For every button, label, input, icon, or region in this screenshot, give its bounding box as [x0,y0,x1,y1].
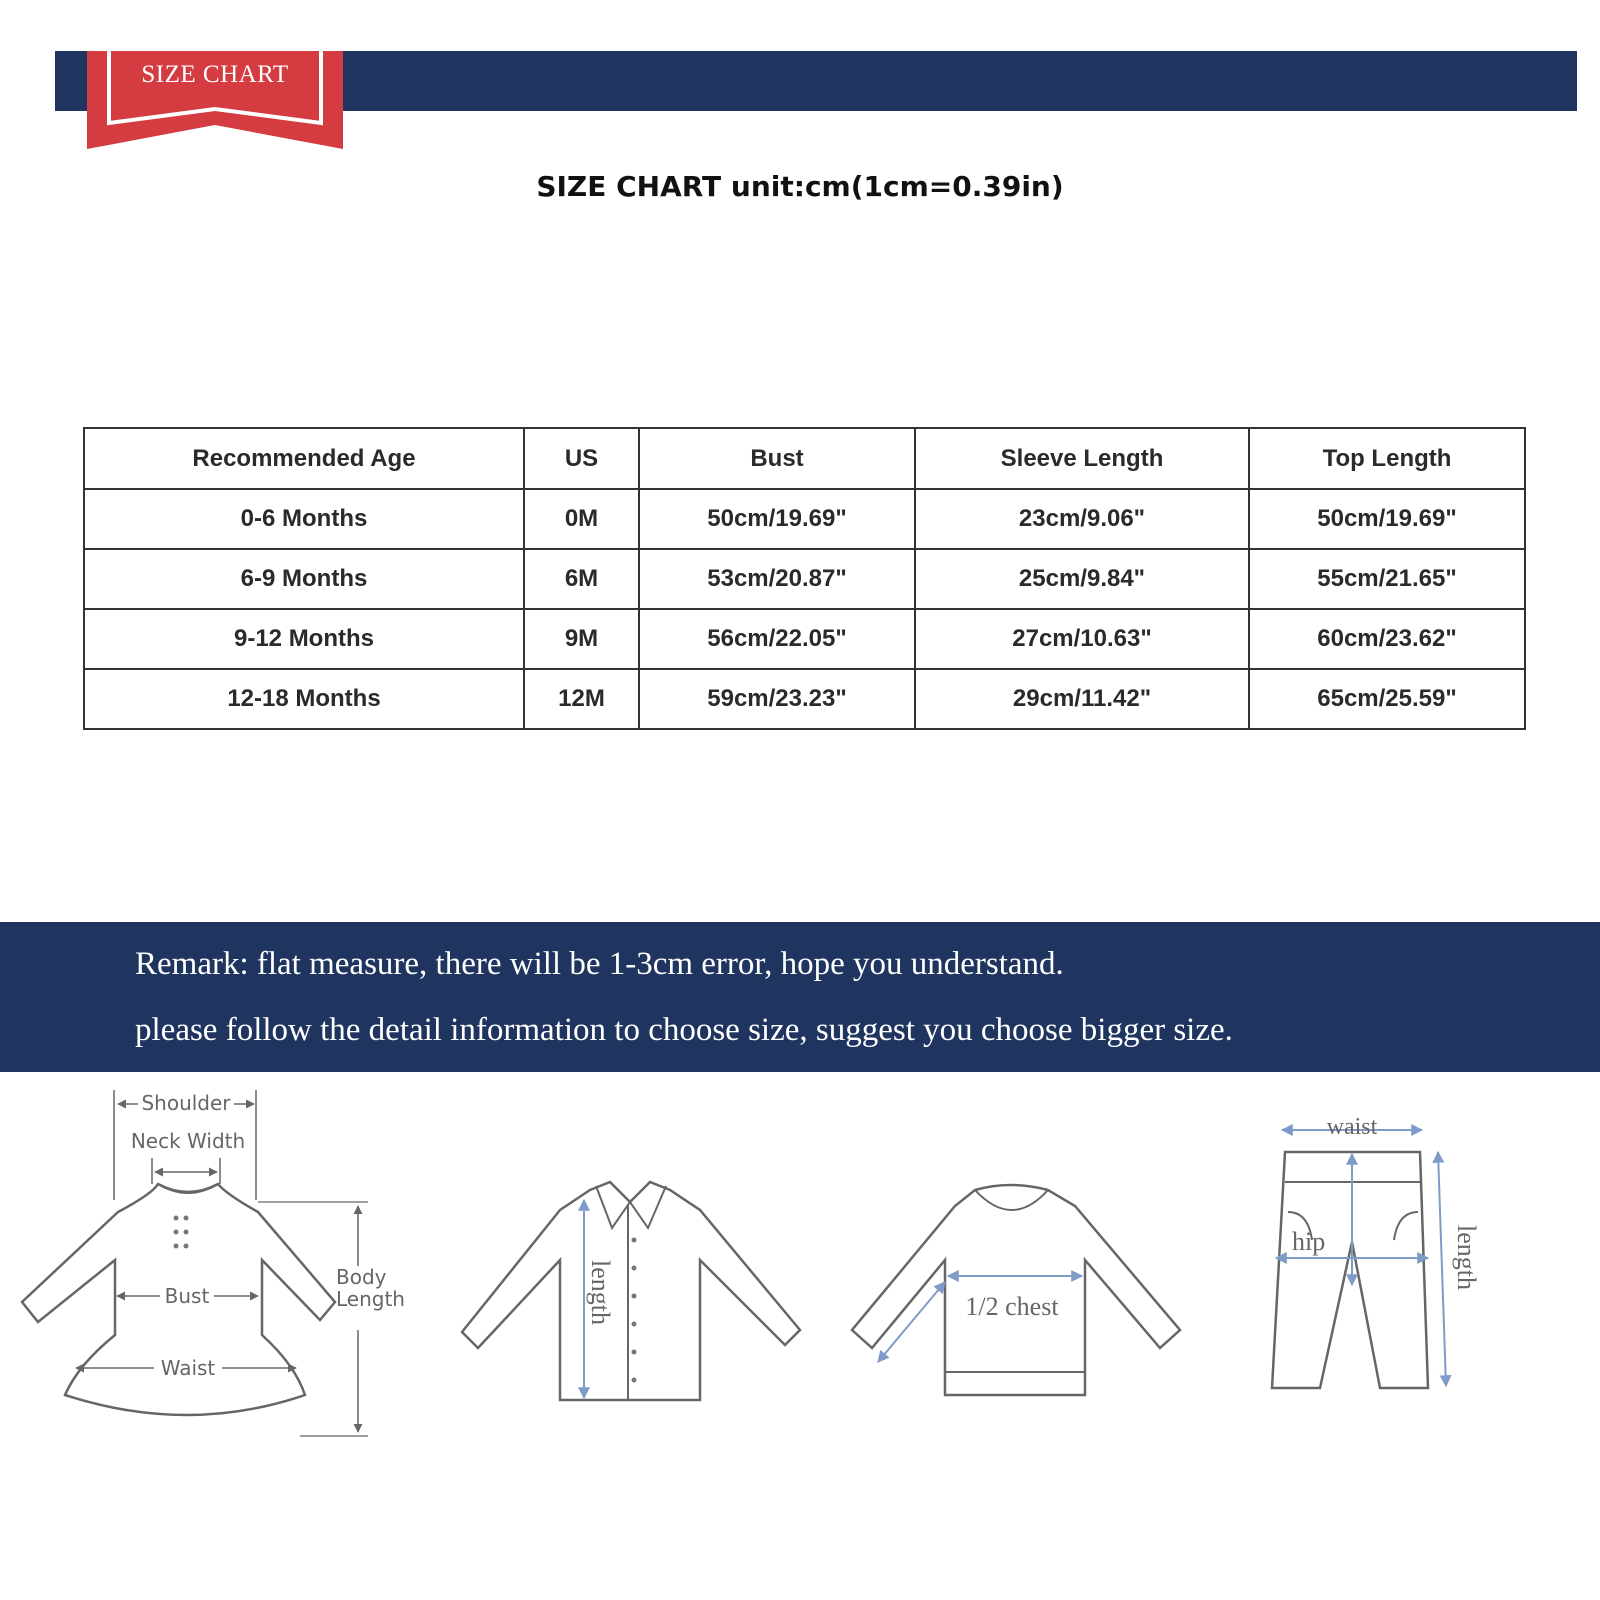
remark-banner [0,922,1600,1072]
pants-outline [1272,1152,1428,1388]
pants-length-label: length [1452,1225,1481,1290]
cell-us: 6M [524,549,639,609]
table-row [84,489,1525,549]
table-row [84,609,1525,669]
shirt-diagram [462,1182,800,1400]
shirt-length-label: length [586,1260,615,1325]
dress-length-label: Length [336,1287,405,1311]
pants-hip-label: hip [1292,1227,1326,1256]
measurement-diagrams [0,1090,1600,1490]
sweater-diagram [852,1185,1180,1395]
chart-title: SIZE CHART unit:cm(1cm=0.39in) [536,170,1064,203]
cell-sleeve: 29cm/11.42" [915,669,1249,729]
size-chart-ribbon [87,51,343,151]
cell-age: 0-6 Months [84,489,524,549]
pants-waist-label: waist [1326,1114,1378,1140]
cell-bust: 56cm/22.05" [639,609,915,669]
sweater-chest-label: 1/2 chest [965,1292,1059,1321]
pants-diagram [1272,1114,1481,1388]
cell-us: 9M [524,609,639,669]
cell-sleeve: 25cm/9.84" [915,549,1249,609]
cell-us: 12M [524,669,639,729]
remark-line-1: Remark: flat measure, there will be 1-3cm error, hope you understand. [135,946,1064,982]
sweater-outline [852,1185,1180,1395]
dress-waist-label: Waist [160,1356,216,1380]
table-row [84,669,1525,729]
cell-age: 12-18 Months [84,669,524,729]
size-table [83,427,1526,730]
cell-age: 9-12 Months [84,609,524,669]
cell-bust: 59cm/23.23" [639,669,915,729]
remark-line-2: please follow the detail information to choose size, suggest you choose bigger size. [135,1012,1233,1048]
header-recommended-age: Recommended Age [84,428,524,489]
cell-bust: 50cm/19.69" [639,489,915,549]
dress-body-label: Body [336,1265,387,1289]
cell-sleeve: 23cm/9.06" [915,489,1249,549]
cell-top-length: 60cm/23.62" [1249,609,1525,669]
cell-us: 0M [524,489,639,549]
dress-neck-width-label: Neck Width [130,1129,246,1153]
dress-diagram [22,1090,405,1436]
dress-bust-label: Bust [164,1284,210,1308]
table-row [84,549,1525,609]
cell-top-length: 50cm/19.69" [1249,489,1525,549]
header-bust: Bust [639,428,915,489]
cell-bust: 53cm/20.87" [639,549,915,609]
header-top-length: Top Length [1249,428,1525,489]
dress-shoulder-label: Shoulder [141,1091,231,1115]
table-header-row [84,428,1525,489]
shirt-outline [462,1182,800,1400]
cell-top-length: 65cm/25.59" [1249,669,1525,729]
diagrams-svg [0,1090,1600,1490]
header-sleeve-length: Sleeve Length [915,428,1249,489]
cell-sleeve: 27cm/10.63" [915,609,1249,669]
cell-age: 6-9 Months [84,549,524,609]
header-us: US [524,428,639,489]
cell-top-length: 55cm/21.65" [1249,549,1525,609]
ribbon-label: SIZE CHART [141,61,289,88]
